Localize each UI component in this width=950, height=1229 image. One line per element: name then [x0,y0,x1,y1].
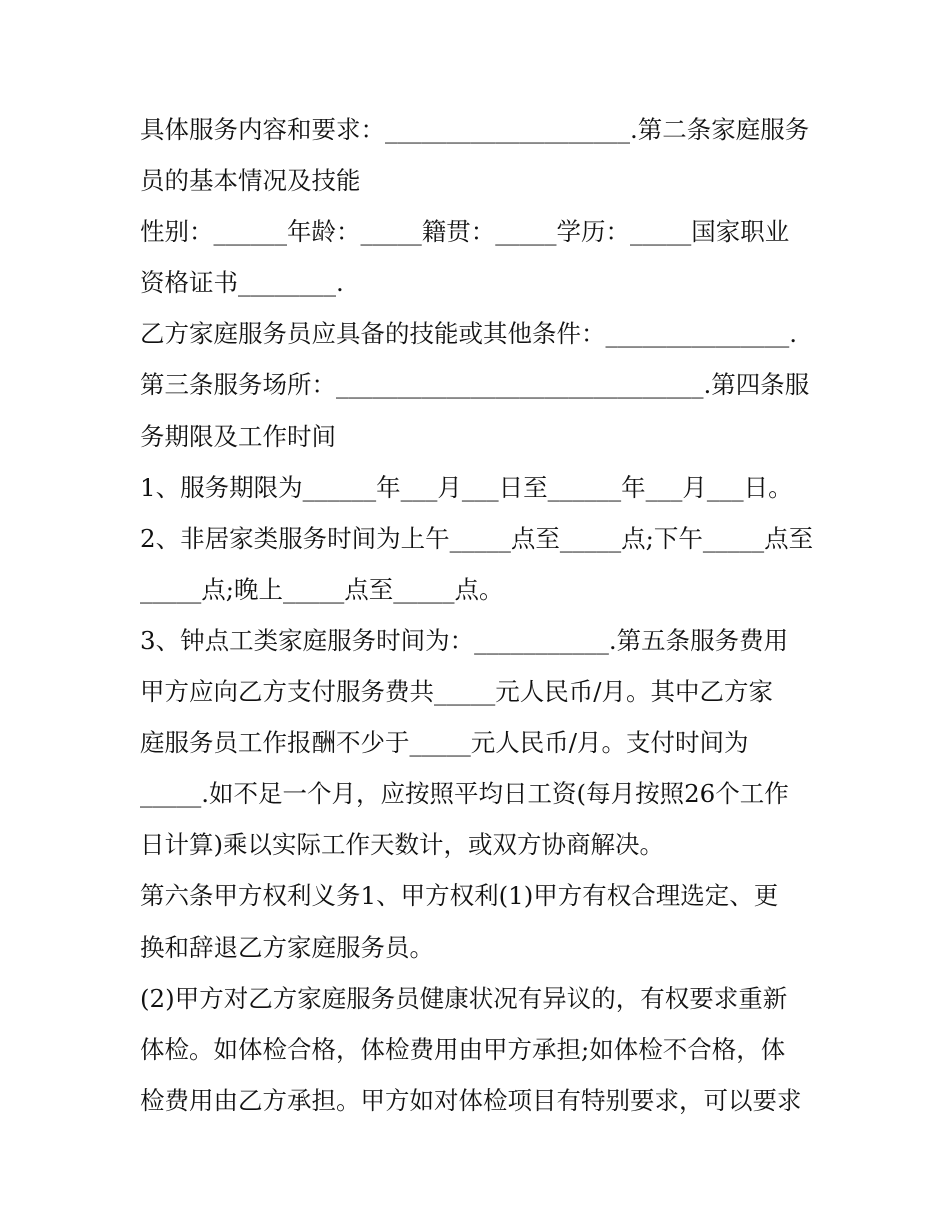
text-line: 体检。如体检合格，体检费用由甲方承担;如体检不合格，体 [140,1034,786,1064]
text-line: 务期限及工作时间 [140,421,336,451]
text-line: 2、非居家类服务时间为上午_____点至_____点;下午_____点至 [140,523,814,553]
text-line: 1、服务期限为______年___月___日至______年___月___日。 [140,472,793,502]
text-line: _____点;晚上_____点至_____点。 [140,574,504,604]
text-line: 性别：______年龄：_____籍贯：_____学历：_____国家职业 [140,217,790,247]
text-line: (2)甲方对乙方家庭服务员健康状况有异议的，有权要求重新 [140,983,788,1013]
text-line: 第六条甲方权利义务1、甲方权利(1)甲方有权合理选定、更 [140,881,779,911]
text-line: 第三条服务场所：______________________________.第四条服 [140,370,810,400]
text-line: 日计算)乘以实际工作天数计，或双方协商解决。 [140,830,665,860]
text-line: _____.如不足一个月，应按照平均日工资(每月按照26个工作 [140,779,789,809]
text-line: 庭服务员工作报酬不少于_____元人民币/月。支付时间为 [140,728,749,758]
text-line: 员的基本情况及技能 [140,166,361,196]
text-line: 乙方家庭服务员应具备的技能或其他条件：_______________. [140,319,798,349]
text-line: 甲方应向乙方支付服务费共_____元人民币/月。其中乙方家 [140,677,774,707]
text-line: 换和辞退乙方家庭服务员。 [140,932,434,962]
text-line: 具体服务内容和要求：____________________.第二条家庭服务 [140,115,810,144]
text-line: 检费用由乙方承担。甲方如对体检项目有特别要求，可以要求 [140,1085,802,1115]
text-line: 资格证书________. [140,268,344,298]
document-body [140,104,820,1126]
text-line: 3、钟点工类家庭服务时间为：___________.第五条服务费用 [140,625,789,655]
